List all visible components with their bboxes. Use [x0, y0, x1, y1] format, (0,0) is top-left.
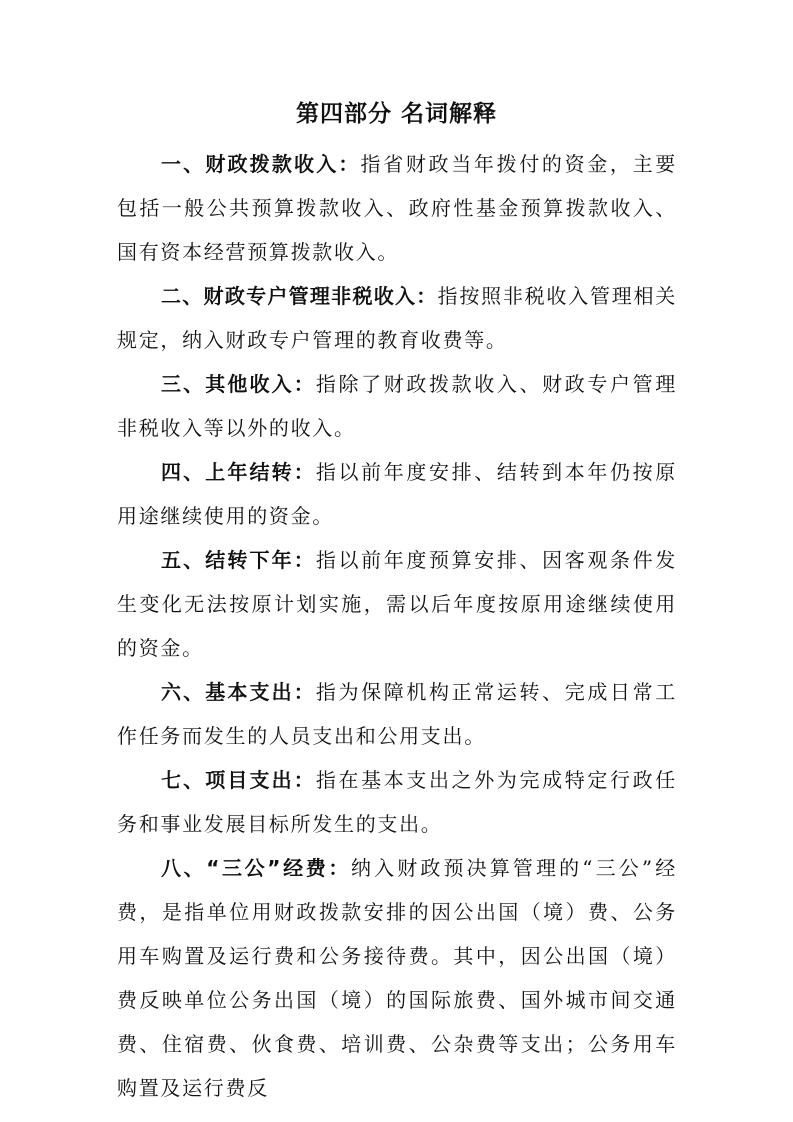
term-label: 七、项目支出：	[161, 768, 316, 792]
definition-text: 指为保障机构正常运转、完成日常工作任务而发生的人员支出和公用支出。	[117, 680, 677, 748]
definition-text: 指省财政当年拨付的资金，主要包括一般公共预算拨款收入、政府性基金预算拨款收入、国有资本经营预算拨款收入。	[117, 152, 677, 264]
term-label: 五、结转下年：	[161, 548, 316, 572]
term-label: 三、其他收入：	[161, 372, 316, 396]
definition-text: 指在基本支出之外为完成特定行政任务和事业发展目标所发生的支出。	[117, 768, 677, 836]
term-label: 一、财政拨款收入：	[161, 152, 361, 176]
definition-paragraph-6	[117, 670, 677, 758]
term-label: 二、财政专户管理非税收入：	[161, 284, 438, 308]
definition-text: 指除了财政拨款收入、财政专户管理非税收入等以外的收入。	[117, 372, 677, 440]
definition-text: 指以前年度安排、结转到本年仍按原用途继续使用的资金。	[117, 460, 677, 528]
definition-paragraph-8	[117, 846, 677, 1110]
term-label: 六、基本支出：	[161, 680, 316, 704]
page-title: 第四部分 名词解释	[295, 101, 497, 127]
definition-text: 指以前年度预算安排、因客观条件发生变化无法按原计划实施，需以后年度按原用途继续使用的资金。	[117, 548, 677, 660]
definition-text: 纳入财政预决算管理的“三公”经费，是指单位用财政拨款安排的因公出国（境）费、公务用车购置及运行费和公务接待费。其中，因公出国（境）费反映单位公务出国（境）的国际旅费、国外城市间交通费、住宿费、伙食费、培训费、公杂费等支出；公务用车购置及运行费反	[117, 856, 677, 1100]
definition-paragraph-4	[117, 450, 677, 538]
definition-paragraph-3	[117, 362, 677, 450]
term-label: 八、“三公”经费：	[161, 856, 351, 880]
definition-paragraph-5	[117, 538, 677, 670]
definition-paragraph-7	[117, 758, 677, 846]
definition-text: 指按照非税收入管理相关规定，纳入财政专户管理的教育收费等。	[117, 284, 677, 352]
term-label: 四、上年结转：	[161, 460, 316, 484]
document-body	[117, 142, 677, 1110]
definition-paragraph-2	[117, 274, 677, 362]
definition-paragraph-1	[117, 142, 677, 274]
